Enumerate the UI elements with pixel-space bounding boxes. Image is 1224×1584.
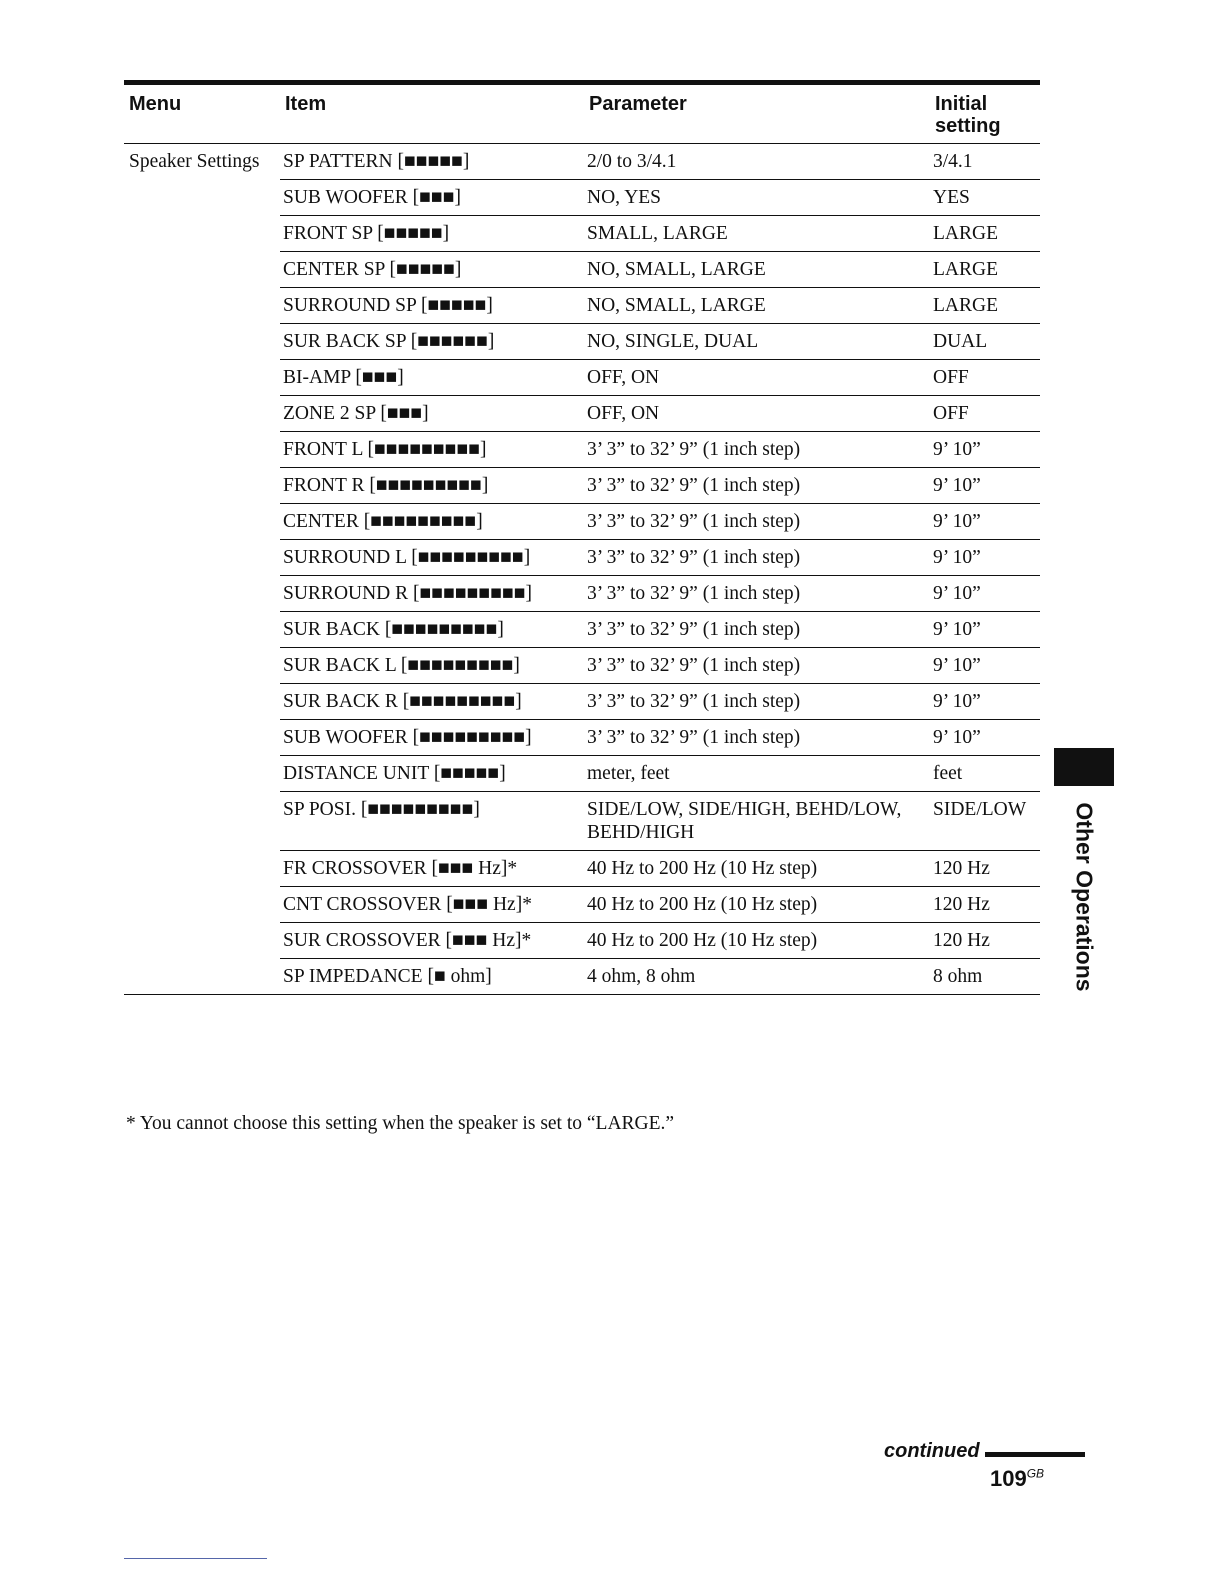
initial-setting-cell: LARGE	[930, 216, 1040, 252]
parameter-cell: OFF, ON	[584, 396, 930, 432]
menu-cell	[124, 756, 280, 792]
parameter-cell: SMALL, LARGE	[584, 216, 930, 252]
table-row	[124, 468, 1040, 504]
table-row	[124, 887, 1040, 923]
menu-cell	[124, 959, 280, 995]
menu-cell	[124, 923, 280, 959]
table-header-row	[124, 85, 1040, 144]
initial-setting-cell: 9’ 10”	[930, 432, 1040, 468]
initial-setting-cell: LARGE	[930, 288, 1040, 324]
item-cell: FRONT SP [■■■■■]	[280, 216, 584, 252]
parameter-cell: 3’ 3” to 32’ 9” (1 inch step)	[584, 540, 930, 576]
table-row	[124, 144, 1040, 180]
item-cell: FRONT L [■■■■■■■■■]	[280, 432, 584, 468]
initial-setting-cell: 9’ 10”	[930, 540, 1040, 576]
item-cell: CNT CROSSOVER [■■■ Hz]*	[280, 887, 584, 923]
speaker-settings-table	[124, 85, 1040, 995]
item-cell: ZONE 2 SP [■■■]	[280, 396, 584, 432]
menu-cell	[124, 252, 280, 288]
parameter-cell: NO, SMALL, LARGE	[584, 252, 930, 288]
page-number-value: 109	[990, 1466, 1027, 1491]
menu-cell	[124, 360, 280, 396]
item-cell: SURROUND R [■■■■■■■■■]	[280, 576, 584, 612]
item-cell: SP POSI. [■■■■■■■■■]	[280, 792, 584, 851]
initial-setting-cell: SIDE/LOW	[930, 792, 1040, 851]
parameter-cell: 40 Hz to 200 Hz (10 Hz step)	[584, 851, 930, 887]
table-row	[124, 923, 1040, 959]
table-row	[124, 540, 1040, 576]
parameter-cell: 3’ 3” to 32’ 9” (1 inch step)	[584, 432, 930, 468]
initial-setting-cell: feet	[930, 756, 1040, 792]
footnote: * You cannot choose this setting when the speaker is set to “LARGE.”	[126, 1113, 675, 1134]
menu-cell	[124, 684, 280, 720]
table-row	[124, 288, 1040, 324]
header-menu: Menu	[124, 85, 280, 144]
parameter-cell: NO, YES	[584, 180, 930, 216]
parameter-cell: 40 Hz to 200 Hz (10 Hz step)	[584, 923, 930, 959]
initial-setting-cell: 8 ohm	[930, 959, 1040, 995]
section-tab-marker	[1054, 748, 1114, 786]
table-row	[124, 252, 1040, 288]
table-row	[124, 324, 1040, 360]
parameter-cell: 3’ 3” to 32’ 9” (1 inch step)	[584, 684, 930, 720]
parameter-cell: 3’ 3” to 32’ 9” (1 inch step)	[584, 612, 930, 648]
item-cell: CENTER SP [■■■■■]	[280, 252, 584, 288]
initial-setting-cell: 120 Hz	[930, 851, 1040, 887]
initial-setting-cell: YES	[930, 180, 1040, 216]
parameter-cell: 3’ 3” to 32’ 9” (1 inch step)	[584, 576, 930, 612]
initial-setting-cell: 3/4.1	[930, 144, 1040, 180]
initial-setting-cell: 9’ 10”	[930, 684, 1040, 720]
parameter-cell: 40 Hz to 200 Hz (10 Hz step)	[584, 887, 930, 923]
item-cell: BI-AMP [■■■]	[280, 360, 584, 396]
table-row	[124, 180, 1040, 216]
menu-cell	[124, 432, 280, 468]
parameter-cell: NO, SINGLE, DUAL	[584, 324, 930, 360]
menu-cell	[124, 792, 280, 851]
item-cell: SURROUND L [■■■■■■■■■]	[280, 540, 584, 576]
menu-cell	[124, 180, 280, 216]
initial-setting-cell: 9’ 10”	[930, 648, 1040, 684]
menu-cell	[124, 504, 280, 540]
parameter-cell: OFF, ON	[584, 360, 930, 396]
section-tab-label: Other Operations	[1071, 802, 1098, 992]
header-item: Item	[280, 85, 584, 144]
item-cell: SP IMPEDANCE [■ ohm]	[280, 959, 584, 995]
parameter-cell: meter, feet	[584, 756, 930, 792]
table-row	[124, 756, 1040, 792]
continued-label: continued	[884, 1440, 980, 1462]
item-cell: SUR BACK SP [■■■■■■]	[280, 324, 584, 360]
initial-setting-cell: 9’ 10”	[930, 468, 1040, 504]
menu-cell: Speaker Settings	[129, 151, 260, 172]
page-number	[990, 1466, 1044, 1492]
table-row	[124, 851, 1040, 887]
menu-cell	[124, 576, 280, 612]
item-cell: SUR BACK R [■■■■■■■■■]	[280, 684, 584, 720]
menu-cell	[124, 612, 280, 648]
initial-setting-cell: OFF	[930, 396, 1040, 432]
menu-cell	[124, 648, 280, 684]
menu-cell	[124, 324, 280, 360]
table-row	[124, 432, 1040, 468]
table-row	[124, 360, 1040, 396]
initial-setting-cell: 120 Hz	[930, 923, 1040, 959]
table-row	[124, 396, 1040, 432]
item-cell: SUB WOOFER [■■■]	[280, 180, 584, 216]
initial-setting-cell: 120 Hz	[930, 887, 1040, 923]
table-row	[124, 792, 1040, 851]
continued-bar	[985, 1452, 1085, 1457]
parameter-cell: SIDE/LOW, SIDE/HIGH, BEHD/LOW, BEHD/HIGH	[584, 792, 930, 851]
menu-cell	[124, 216, 280, 252]
table-row	[124, 216, 1040, 252]
initial-setting-cell: 9’ 10”	[930, 612, 1040, 648]
menu-cell	[124, 396, 280, 432]
item-cell: CENTER [■■■■■■■■■]	[280, 504, 584, 540]
initial-setting-cell: 9’ 10”	[930, 504, 1040, 540]
item-cell: SUR BACK L [■■■■■■■■■]	[280, 648, 584, 684]
menu-cell	[124, 288, 280, 324]
header-parameter: Parameter	[584, 85, 930, 144]
menu-cell	[124, 468, 280, 504]
parameter-cell: NO, SMALL, LARGE	[584, 288, 930, 324]
initial-setting-cell: OFF	[930, 360, 1040, 396]
menu-cell	[124, 851, 280, 887]
settings-table-container	[124, 80, 1040, 995]
initial-setting-cell: DUAL	[930, 324, 1040, 360]
table-row	[124, 959, 1040, 995]
table-row	[124, 504, 1040, 540]
item-cell: FR CROSSOVER [■■■ Hz]*	[280, 851, 584, 887]
header-initial-setting: Initial setting	[930, 85, 1040, 144]
table-row	[124, 612, 1040, 648]
initial-setting-cell: 9’ 10”	[930, 720, 1040, 756]
menu-cell	[124, 887, 280, 923]
menu-cell	[124, 720, 280, 756]
item-cell: SUB WOOFER [■■■■■■■■■]	[280, 720, 584, 756]
item-cell: SP PATTERN [■■■■■]	[280, 144, 584, 180]
table-row	[124, 684, 1040, 720]
item-cell: DISTANCE UNIT [■■■■■]	[280, 756, 584, 792]
parameter-cell: 3’ 3” to 32’ 9” (1 inch step)	[584, 504, 930, 540]
table-row	[124, 648, 1040, 684]
item-cell: SUR CROSSOVER [■■■ Hz]*	[280, 923, 584, 959]
table-row	[124, 720, 1040, 756]
item-cell: FRONT R [■■■■■■■■■]	[280, 468, 584, 504]
bottom-rule	[124, 1558, 267, 1559]
item-cell: SUR BACK [■■■■■■■■■]	[280, 612, 584, 648]
page-number-suffix: GB	[1026, 1466, 1045, 1481]
initial-setting-cell: LARGE	[930, 252, 1040, 288]
table-body	[124, 144, 1040, 995]
parameter-cell: 4 ohm, 8 ohm	[584, 959, 930, 995]
parameter-cell: 3’ 3” to 32’ 9” (1 inch step)	[584, 720, 930, 756]
menu-cell	[124, 540, 280, 576]
item-cell: SURROUND SP [■■■■■]	[280, 288, 584, 324]
parameter-cell: 2/0 to 3/4.1	[584, 144, 930, 180]
parameter-cell: 3’ 3” to 32’ 9” (1 inch step)	[584, 468, 930, 504]
initial-setting-cell: 9’ 10”	[930, 576, 1040, 612]
table-row	[124, 576, 1040, 612]
parameter-cell: 3’ 3” to 32’ 9” (1 inch step)	[584, 648, 930, 684]
